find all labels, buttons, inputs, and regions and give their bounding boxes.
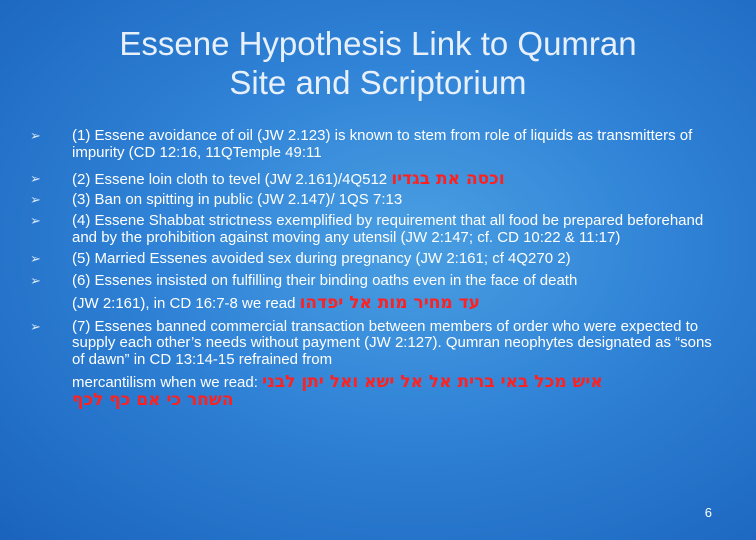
arrowhead-bullet-icon: ➢ <box>30 191 41 207</box>
arrowhead-bullet-icon: ➢ <box>30 251 41 266</box>
arrowhead-bullet-icon: ➢ <box>30 128 41 143</box>
hebrew-quote: וכסה את בגדיו <box>391 169 505 189</box>
arrowhead-bullet-icon: ➢ <box>30 213 41 228</box>
arrowhead-bullet-icon: ➢ <box>30 171 41 186</box>
arrowhead-bullet-icon: ➢ <box>30 318 41 334</box>
title-line-1: Essene Hypothesis Link to Qumran <box>119 25 637 62</box>
bullet-item: ➢ (5) Married Essenes avoided sex during pregnancy (JW 2:161; cf 4Q270 2) <box>30 250 571 267</box>
hebrew-quote: עד מחיר מות אל יפדהו <box>299 293 480 313</box>
bullet-item: ➢ (1) Essene avoidance of oil (JW 2.123) is known to stem from role of liquids as transmitters of impurity (CD 12:16, 11QTemple 49:11 <box>30 127 693 161</box>
hebrew-quote-continued: השחר כי אם כף לכף <box>72 389 234 410</box>
hebrew-quote: איש מכל באי ברית אל אל ישא ואל יתן לבני <box>262 372 603 392</box>
bullet-item: ➢ (7) Essenes banned commercial transaction between members of order who were expected to supply each other’s needs without payment (JW 2:127). Qumran neophytes designated as “sons of dawn” in CD 13:14-15 refrained from mercantilism when we read: איש מכל באי ברית אל אל ישא ואל יתן לבני השחר כי אם כף לכף <box>30 319 720 409</box>
slide-title <box>0 24 756 102</box>
bullet-item: ➢ (6) Essenes insisted on fulfilling their binding oaths even in the face of death (JW 2:161), in CD 16:7-8 we read עד מחיר מות אל יפדהו <box>30 271 578 313</box>
arrowhead-bullet-icon: ➢ <box>30 272 41 288</box>
bullet-item: ➢ (2) Essene loin cloth to tevel (JW 2.161)/4Q512 וכסה את בגדיו <box>30 169 505 189</box>
title-line-2: Site and Scriptorium <box>229 64 527 101</box>
bullet-item: ➢ (4) Essene Shabbat strictness exemplified by requirement that all food be prepared beforehand and by the prohibition against moving any utensil (JW 2:147; cf. CD 10:22 & 11:17) <box>30 212 704 246</box>
bullet-list <box>30 128 720 413</box>
page-number: 6 <box>704 505 712 520</box>
bullet-item: ➢ (3) Ban on spitting in public (JW 2.147)/ 1QS 7:13 <box>30 190 403 208</box>
